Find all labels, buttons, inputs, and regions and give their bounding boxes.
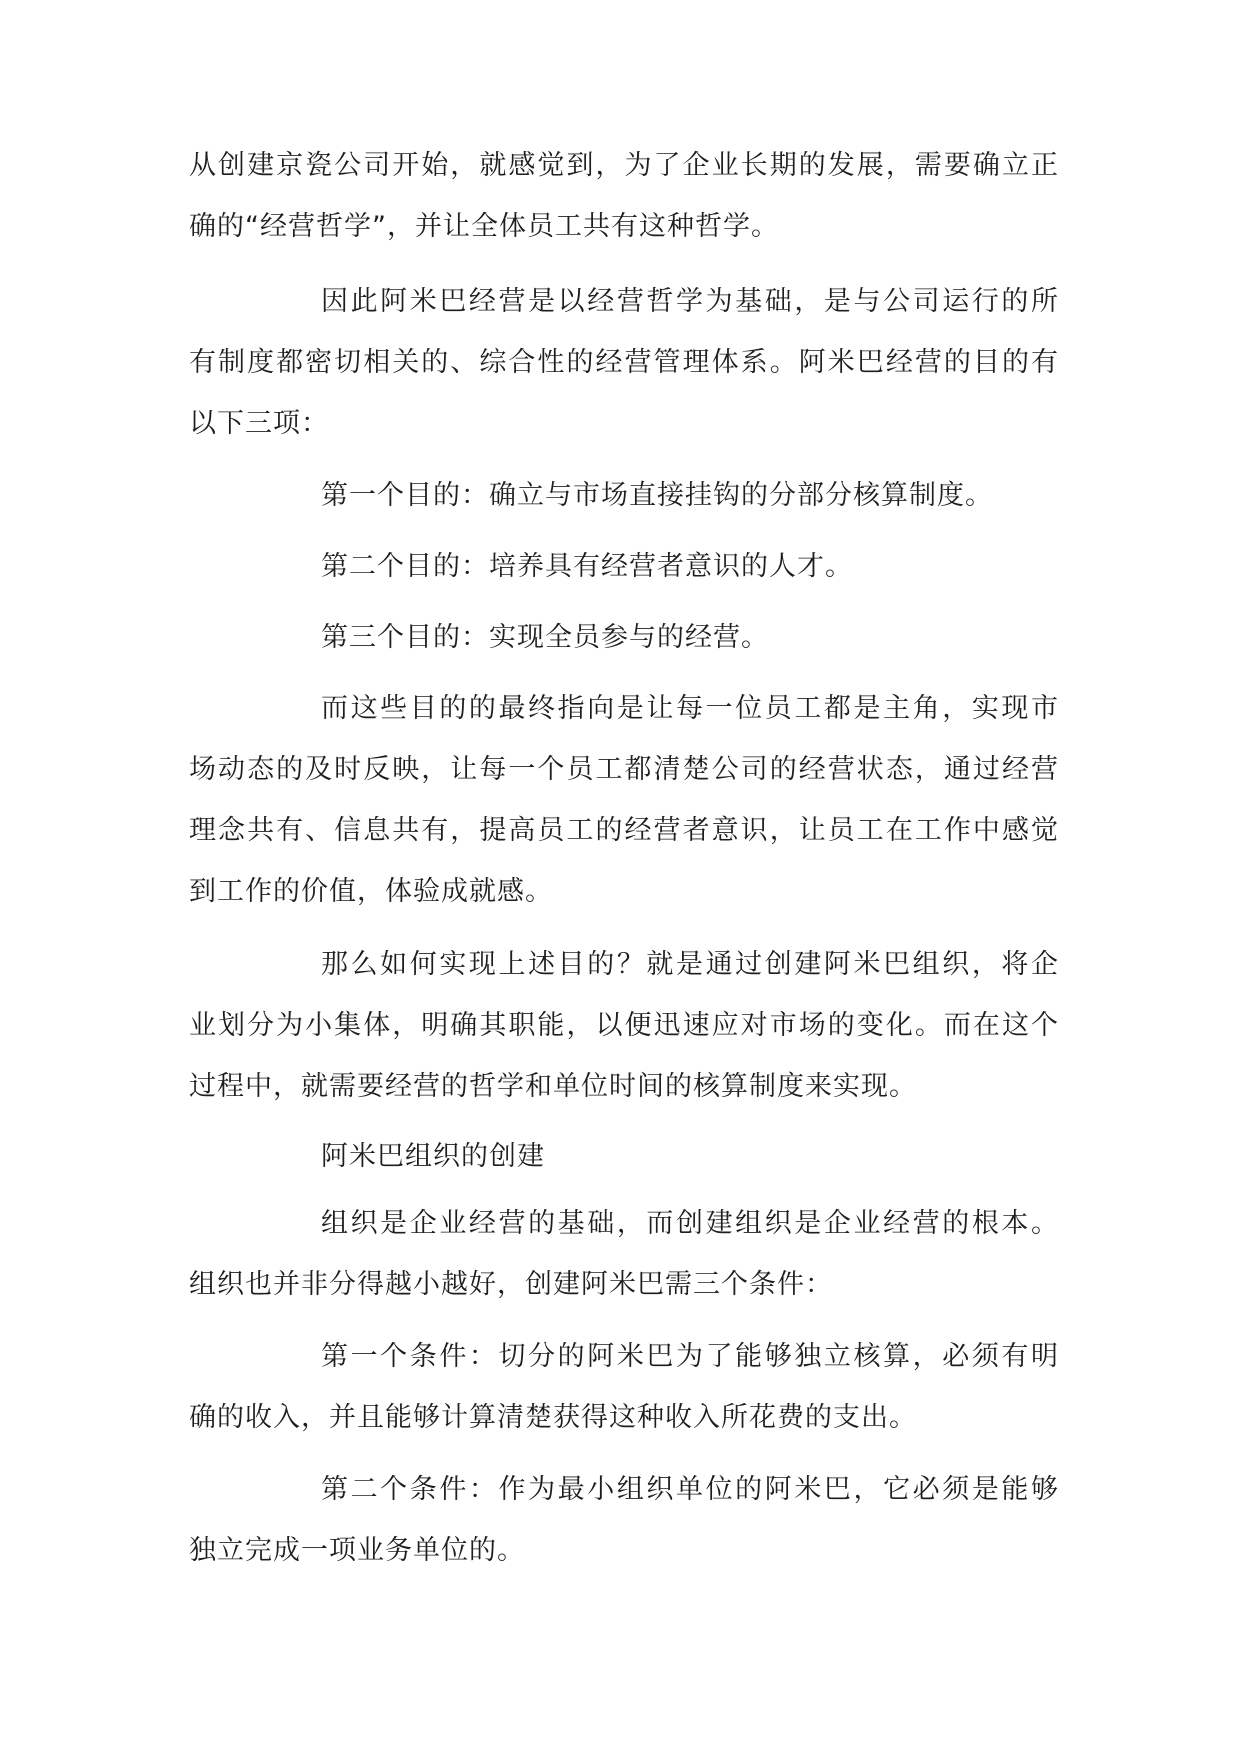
text-line-7: 第二个目的：培养具有经营者意识的人才。: [321, 551, 853, 582]
text-line-17: 组织是企业经营的基础，而创建组织是企业经营的根本。: [321, 1208, 1059, 1239]
text-line-14: 业划分为小集体，明确其职能，以便迅速应对市场的变化。而在这个: [189, 1010, 1059, 1041]
text-line-5: 以下三项：: [189, 408, 329, 439]
text-line-21: 第二个条件：作为最小组织单位的阿米巴，它必须是能够: [321, 1474, 1059, 1505]
section-heading: 阿米巴组织的创建: [321, 1141, 545, 1172]
text-line-4: 有制度都密切相关的、综合性的经营管理体系。阿米巴经营的目的有: [189, 347, 1059, 378]
text-line-18: 组织也并非分得越小越好，创建阿米巴需三个条件：: [189, 1269, 833, 1300]
text-line-9: 而这些目的的最终指向是让每一位员工都是主角，实现市: [321, 693, 1059, 724]
text-line-11: 理念共有、信息共有，提高员工的经营者意识，让员工在工作中感觉: [189, 815, 1059, 846]
text-line-19: 第一个条件：切分的阿米巴为了能够独立核算，必须有明: [321, 1341, 1059, 1372]
text-line-15: 过程中，就需要经营的哲学和单位时间的核算制度来实现。: [189, 1071, 917, 1102]
text-line-12: 到工作的价值，体验成就感。: [189, 876, 553, 907]
text-line-6: 第一个目的：确立与市场直接挂钩的分部分核算制度。: [321, 480, 993, 511]
text-line-20: 确的收入，并且能够计算清楚获得这种收入所花费的支出。: [189, 1402, 917, 1433]
text-line-3: 因此阿米巴经营是以经营哲学为基础，是与公司运行的所: [321, 286, 1059, 317]
text-line-13: 那么如何实现上述目的？就是通过创建阿米巴组织，将企: [321, 949, 1059, 980]
text-line-1: 从创建京瓷公司开始，就感觉到，为了企业长期的发展，需要确立正: [189, 150, 1059, 181]
text-line-8: 第三个目的：实现全员参与的经营。: [321, 622, 769, 653]
text-line-10: 场动态的及时反映，让每一个员工都清楚公司的经营状态，通过经营: [189, 754, 1059, 785]
text-line-2: 确的“经营哲学”，并让全体员工共有这种哲学。: [189, 211, 779, 242]
text-line-22: 独立完成一项业务单位的。: [189, 1535, 525, 1566]
